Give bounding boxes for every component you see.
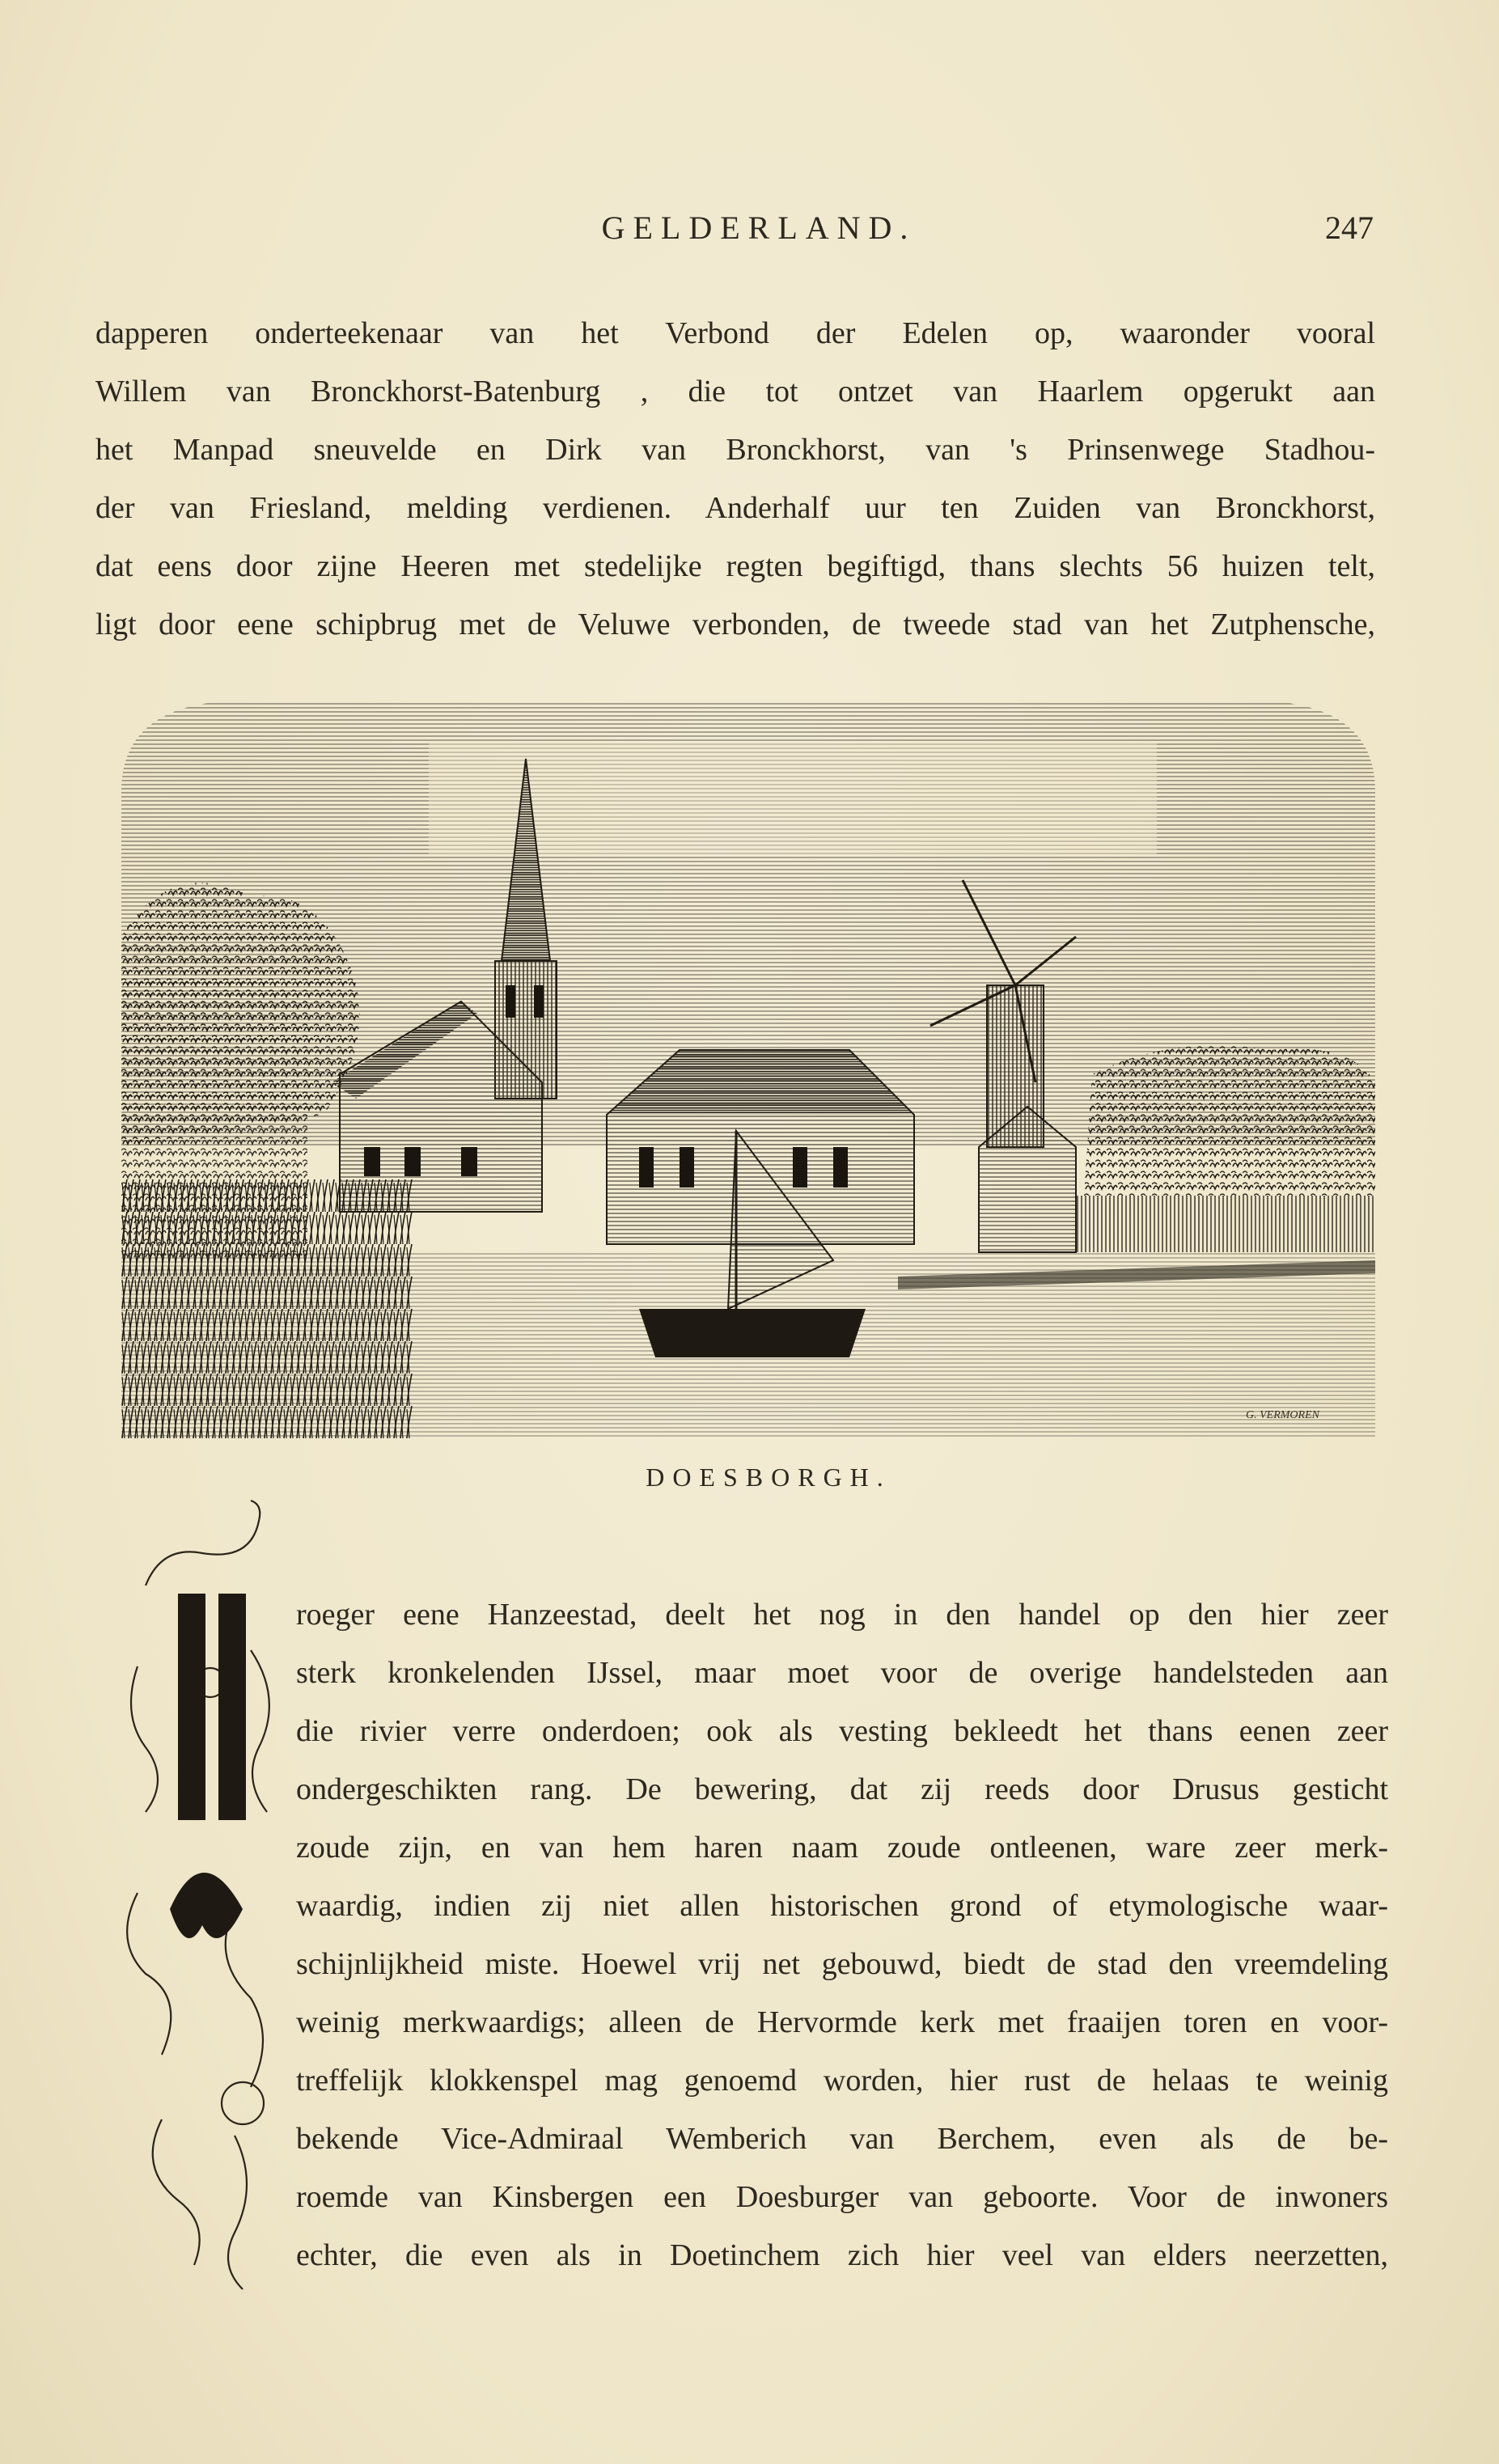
text-line: waardig, indien zij niet allen historischen grond of etymologische waar- — [296, 1889, 1388, 1923]
paragraph-2 — [296, 1586, 1388, 2284]
text-line: schijnlijkheid miste. Hoewel vrij net gebouwd, biedt de stad den vreemdeling — [296, 1947, 1388, 1981]
engraver-signature: G. VERMOREN — [1246, 1409, 1319, 1421]
text-line: zoude zijn, en van hem haren naam zoude ontleenen, ware zeer merk- — [296, 1831, 1388, 1865]
text-line: ondergeschikten rang. De bewering, dat zij reeds door Drusus gesticht — [296, 1772, 1388, 1806]
figure-caption: DOESBORGH. — [646, 1463, 891, 1492]
engraving-doesborgh — [121, 694, 1375, 1438]
text-line: treffelijk klokkenspel mag genoemd worden, hier rust de helaas te weinig — [296, 2064, 1388, 2098]
text-line: die rivier verre onderdoen; ook als vesting bekleedt het thans eenen zeer — [296, 1714, 1388, 1748]
text-line: roemde van Kinsbergen een Doesburger van geboorte. Voor de inwoners — [296, 2180, 1388, 2214]
page-number: 247 — [1325, 210, 1374, 246]
text-line: roeger eene Hanzeestad, deelt het nog in den handel op den hier zeer — [296, 1598, 1388, 1632]
text-line: dapperen onderteekenaar van het Verbond der Edelen op, waaronder vooral — [95, 316, 1375, 350]
text-line: echter, die even als in Doetinchem zich hier veel van elders neerzetten, — [296, 2238, 1388, 2272]
text-line: sterk kronkelenden IJssel, maar moet voor de overige handelsteden aan — [296, 1656, 1388, 1690]
page-header — [95, 209, 1374, 257]
text-line: ligt door eene schipbrug met de Veluwe verbonden, de tweede stad van het Zutphensche, — [95, 608, 1375, 641]
text-line: der van Friesland, melding verdienen. Anderhalf uur ten Zuiden van Bronckhorst, — [95, 491, 1375, 525]
initial-letter: V — [170, 1683, 275, 1844]
ornamental-initial-icon — [113, 1472, 299, 2297]
decorated-initial — [113, 1472, 299, 2297]
text-line: weinig merkwaardigs; alleen de Hervormde kerk met fraaijen toren en voor- — [296, 2005, 1388, 2039]
text-line: Willem van Bronckhorst-Batenburg , die tot ontzet van Haarlem opgerukt aan — [95, 375, 1375, 409]
text-line: dat eens door zijne Heeren met stedelijke regten begiftigd, thans slechts 56 huizen telt, — [95, 549, 1375, 583]
text-line: het Manpad sneuvelde en Dirk van Bronckhorst, van 's Prinsenwege Stadhou- — [95, 433, 1375, 467]
text-line: bekende Vice-Admiraal Wemberich van Berchem, even als de be- — [296, 2122, 1388, 2156]
paragraph-1 — [95, 304, 1375, 654]
engraving-illustration — [121, 694, 1375, 1438]
running-title: GELDERLAND. — [601, 210, 917, 246]
